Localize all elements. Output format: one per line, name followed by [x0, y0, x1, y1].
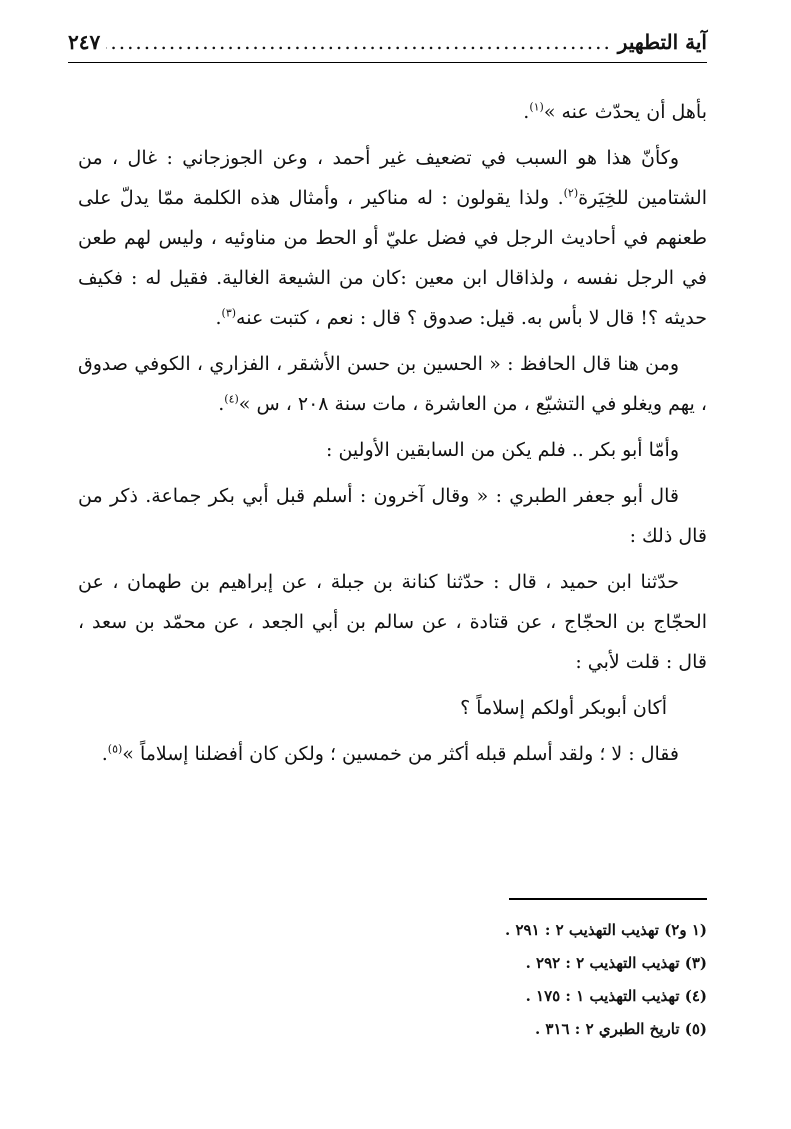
page-number: ٢٤٧ [68, 30, 101, 54]
running-header [68, 30, 707, 63]
paragraph-5: قال أبو جعفر الطبري : « وقال آخرون : أسلم قبل أبي بكر جماعة. ذكر من قال ذلك : [78, 485, 707, 547]
paragraph-7: أكان أبوبكر أولكم إسلاماً ؟ [460, 697, 667, 719]
footnote-ref: (٤) [224, 392, 239, 406]
footnote-item: (٥) تاريخ الطبري ٢ : ٣١٦ . [534, 1020, 707, 1038]
header-title: آية التطهير [617, 30, 707, 54]
footnote-ref: (٢) [563, 186, 579, 200]
paragraph-8: فقال : لا ؛ ولقد أسلم قبله أكثر من خمسين ؛ ولكن كان أفضلنا إسلاماً »$^{(٥)}$. [101, 742, 679, 765]
paragraph-2: وكأنّ هذا هو السبب في تضعيف غير أحمد ، وعن الجوزجاني : غال ، من الشتامين للخِيَرة$^{(٢)}$. ولذا يقولون : له مناكير ، وأمثال هذه الكلمة ممّا يدلّ على طعنهم في أحاديث الرجل في فضل عليّ أو الحط من مناوئيه ، وليس لهم طعن في الرجل نفسه ، ولذاقال ابن معين :كان من الشيعة الغالية. فقيل له : فكيف حديثه ؟! قال لا بأس به. قيل: صدوق ؟ قال : نعم ، كتبت عنه$^{(٣)}$. [78, 147, 708, 329]
header-dot-leader [106, 30, 612, 54]
paragraph-3: ومن هنا قال الحافظ : « الحسين بن حسن الأشقر ، الفزاري ، الكوفي صدوق ، يهم ويغلو في التشيّع ، من العاشرة ، مات سنة ٢٠٨ ، س »$^{(٤)}$. [78, 353, 707, 415]
footnote-item: (٤) تهذيب التهذيب ١ : ١٧٥ . [525, 987, 707, 1005]
footnote-item: (٣) تهذيب التهذيب ٢ : ٢٩٢ . [525, 954, 707, 972]
footnote-item: (١ و٢) تهذيب التهذيب ٢ : ٢٩١ . [505, 921, 707, 939]
main-text [78, 92, 707, 780]
footnote-separator [509, 898, 707, 900]
footnote-ref: (٥) [107, 742, 123, 756]
paragraph-1: بأهل أن يحدّث عنه »$^{(١)}$. [523, 100, 707, 123]
footnotes [287, 914, 707, 1046]
footnote-ref: (١) [529, 100, 544, 114]
footnote-ref: (٣) [221, 306, 237, 320]
paragraph-6: حدّثنا ابن حميد ، قال : حدّثنا كنانة بن جبلة ، عن إبراهيم بن طهمان ، عن الحجّاج بن الحجّاج ، عن قتادة ، عن سالم بن أبي الجعد ، عن محمّد بن سعد ، قال : قلت لأبي : [78, 571, 707, 673]
paragraph-4: وأمّا أبو بكر .. فلم يكن من السابقين الأولين : [326, 439, 679, 461]
